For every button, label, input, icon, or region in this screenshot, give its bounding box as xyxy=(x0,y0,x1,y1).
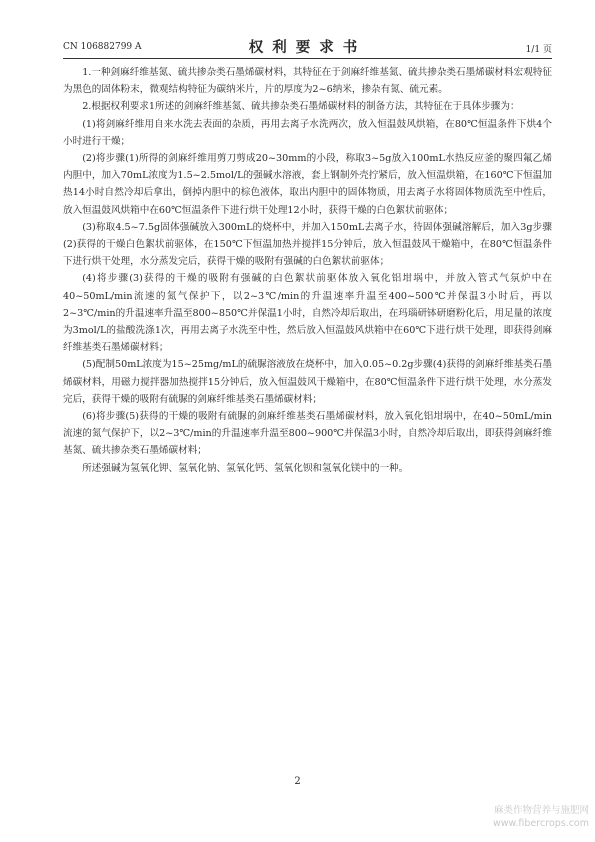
claim-2-step-3: (3)称取4.5~7.5g固体强碱放入300mL的烧杯中，并加入150mL去离子水，待固体强碱溶解后，加入3g步骤(2)获得的干燥白色絮状前驱体，在150℃下恒温加热并搅拌15分钟后，放入恒温鼓风干燥箱中，在80℃恒温条件下进行烘干处理，水分蒸发完后，获得干燥的吸附有强碱的白色絮状前驱体； xyxy=(63,221,552,268)
claim-2-step-5: (5)配制50mL浓度为15~25mg/mL的硫脲溶液放在烧杯中，加入0.05~0.2g步骤(4)获得的剑麻纤维基类石墨烯碳材料，用磁力搅拌器加热搅拌15分钟后，放入恒温鼓风干燥箱中，在80℃恒温条件下进行烘干处理，水分蒸发完后，获得干燥的吸附有硫脲的剑麻纤维基类石墨烯碳材料； xyxy=(63,359,552,405)
claim-2-step-6: (6)将步骤(5)获得的干燥的吸附有硫脲的剑麻纤维基类石墨烯碳材料，放入氧化铝坩埚中，在40~50mL/min流速的氮气保护下，以2~3℃/min的升温速率升温至800~900℃并保温3小时，自然冷却后取出，即获得剑麻纤维基氮、硫共掺杂类石墨烯碳材料； xyxy=(63,411,552,457)
page-header xyxy=(63,34,552,58)
claim-2: 2.根据权利要求1所述的剑麻纤维基氮、硫共掺杂类石墨烯碳材料的制备方法，其特征在于具体步骤为： xyxy=(82,101,520,113)
claim-1: 1.一种剑麻纤维基氮、硫共掺杂类石墨烯碳材料，其特征在于剑麻纤维基氮、硫共掺杂类石墨烯碳材料宏观特征为黑色的固体粉末，微观结构特征为碳纳米片，片的厚度为2~6纳米，掺杂有氮、硫元素。 xyxy=(63,67,552,96)
watermark-site-name: 麻类作物营养与施肥网 xyxy=(493,805,589,816)
page-info: 1/1 页 xyxy=(525,45,552,55)
claims-body xyxy=(63,64,552,477)
document-title: 权利要求书 xyxy=(248,39,367,56)
watermark xyxy=(493,804,589,830)
watermark-url: www.fibercrops.com xyxy=(492,818,589,829)
document-number: CN 106882799 A xyxy=(63,42,142,52)
claim-2-step-4: (4)将步骤(3)获得的干燥的吸附有强碱的白色絮状前驱体放入氧化铝坩埚中，并放入管式气氛炉中在40~50mL/min流速的氮气保护下，以2~3℃/min的升温速率升温至400~500℃并保温3小时后，再以2~3℃/min的升温速率升温至800~850℃并保温1小时，自然冷却后取出，在玛瑙研钵研磨粉化后，用足量的浓度为3mol/L的盐酸洗涤1次，再用去离子水洗至中性，然后放入恒温鼓风烘箱中在60℃下进行烘干处理，即获得剑麻纤维基类石墨烯碳材料； xyxy=(63,273,552,354)
claim-2-note: 所述强碱为氢氧化钾、氢氧化钠、氢氧化钙、氢氧化钡和氢氧化镁中的一种。 xyxy=(82,462,409,474)
header-rule xyxy=(63,58,552,59)
claim-2-step-1: (1)将剑麻纤维用自来水洗去表面的杂质，再用去离子水洗两次，放入恒温鼓风烘箱，在80℃恒温条件下烘4个小时进行干燥； xyxy=(63,118,552,147)
page-number: 2 xyxy=(294,776,301,787)
claim-2-step-2: (2)将步骤(1)所得的剑麻纤维用剪刀剪成20~30mm的小段，称取3~5g放入100mL水热反应釜的聚四氟乙烯内胆中，加入70mL浓度为1.5~2.5mol/L的强碱水溶液，套上钢制外壳拧紧后，放入恒温烘箱，在160℃下恒温加热14小时自然冷却后拿出，倒掉内胆中的棕色液体，取出内胆中的固体物质，用去离子水将固体物质洗至中性后，放入恒温鼓风烘箱中在60℃恒温条件下进行烘干处理12小时，获得干燥的白色絮状前驱体； xyxy=(63,153,552,216)
